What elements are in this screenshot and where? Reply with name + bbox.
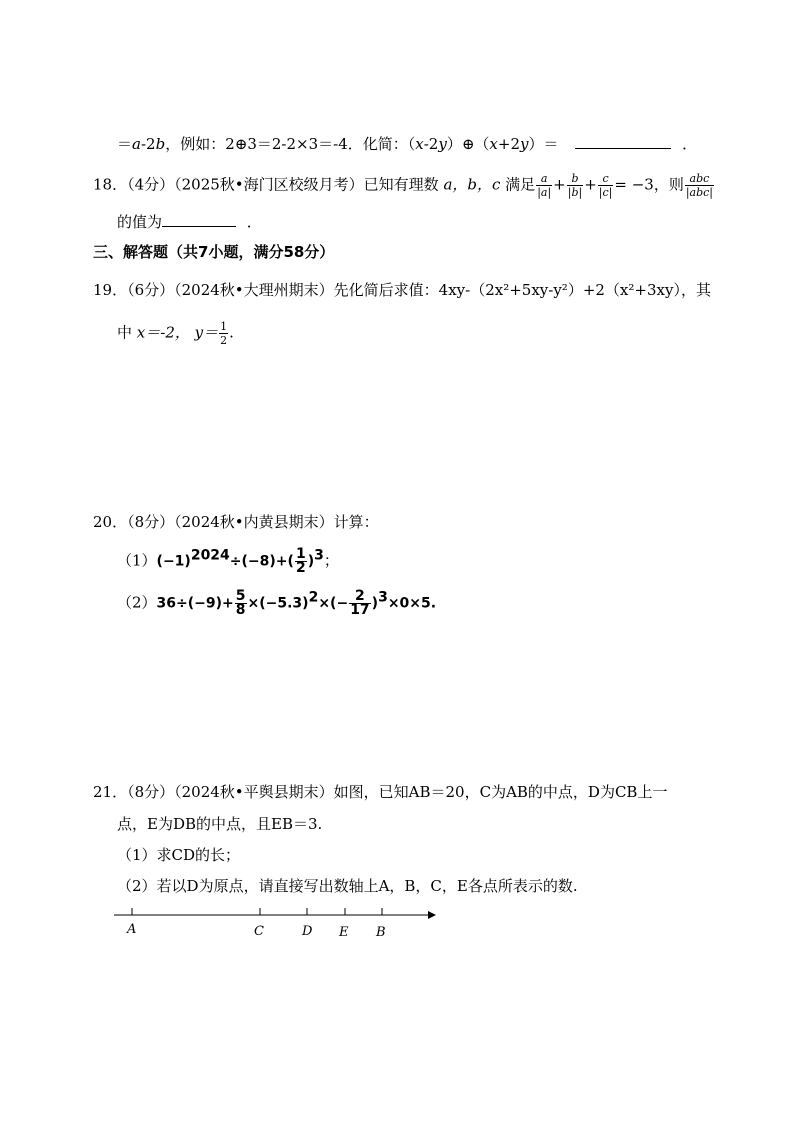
q17-line — [117, 134, 697, 154]
label-d: D — [302, 924, 313, 939]
q17-example: ，例如：2⊕3＝2-2×3＝-4．化简：（ — [165, 135, 416, 153]
q20-p1-c: ) — [307, 553, 315, 570]
q18-line2-text: 的值为 — [117, 213, 163, 231]
q18-plus-1: + — [553, 175, 566, 194]
q19-end: . — [229, 323, 234, 342]
q17-y1: y — [438, 135, 447, 153]
q21-part1: （1）求CD的长； — [117, 846, 241, 864]
q20-p1-label: （1） — [117, 551, 157, 570]
q20-p2-e: ×0×5. — [387, 595, 437, 612]
q20-p2-frac2: $\frac{2}{17}$ — [350, 588, 370, 618]
q18-answer-blank[interactable] — [162, 212, 236, 227]
q17-eq: ）＝ — [528, 135, 559, 153]
q18-line2 — [117, 212, 262, 232]
q20-p1-exp: 2024 — [190, 547, 230, 564]
q21-part2: （2）若以D为原点，请直接写出数轴上A，B，C，E各点所表示的数. — [117, 877, 578, 895]
q17-def-a: a — [132, 135, 141, 153]
q18-frac-abc: $\frac{\text{abc}}{\text{|abc|}}$ — [685, 172, 714, 199]
q21-line1: 21．（8分）（2024秋•平舆县期末）如图，已知AB＝20，C为AB的中点，D为CB上一 — [93, 783, 668, 801]
q18-line1 — [93, 172, 715, 199]
q17-y2: y — [520, 135, 529, 153]
q20-part1 — [117, 548, 339, 575]
number-line-arrow-icon — [428, 911, 436, 919]
q20-p2-exp2: 3 — [378, 589, 388, 606]
q19-number: 19．（6分）（2024秋•大理州期末）先化简后求值： — [93, 281, 439, 299]
q20-p2-a: 36÷(−9)+ — [156, 595, 234, 612]
q20-p2-b: ×(−5.3) — [247, 595, 309, 612]
q20-p2-exp1: 2 — [308, 589, 319, 606]
label-e: E — [339, 925, 349, 940]
q18-end: ． — [246, 213, 262, 231]
q17-answer-blank[interactable] — [575, 134, 671, 149]
q19-expression: 4xy-（2x²+5xy-y²）+2（x²+3xy），其 — [438, 281, 711, 299]
q17-def-b: b — [155, 135, 166, 153]
q19-line1 — [93, 280, 711, 300]
q18-number: 18．（4分）（2025秋•海门区校级月考）已知有理数 — [93, 175, 439, 194]
q19-frac-half: $\frac{1}{2}$ — [220, 320, 228, 347]
q18-frac-a: $\frac{a}{|a|}$ — [537, 172, 552, 199]
q18-frac-b: $\frac{b}{|b|}$ — [567, 172, 583, 199]
q20-part2 — [117, 590, 436, 617]
q17-m1: -2 — [423, 135, 439, 153]
q18-plus-2: + — [584, 175, 597, 194]
q20-p1-a: (−1) — [156, 553, 191, 570]
q21-line2: 点，E为DB的中点，且EB＝3. — [117, 815, 323, 833]
q17-op: ）⊕（ — [446, 135, 490, 153]
q19-cond-x: x＝-2， — [136, 323, 190, 342]
q18-vars: a，b，c — [443, 175, 501, 194]
q17-x2: x — [489, 135, 498, 153]
q17-end: ． — [682, 135, 698, 153]
q20-p1-end: ； — [323, 551, 339, 570]
q18-rhs: = −3，则 — [614, 175, 684, 194]
number-line-figure — [110, 902, 450, 942]
q17-m2: +2 — [497, 135, 520, 153]
q20-p2-c: ×(− — [318, 595, 349, 612]
section-3-title: 三、解答题（共7小题，满分58分） — [93, 243, 335, 261]
q20-p1-b: ÷(−8)+( — [229, 553, 294, 570]
q19-zhong: 中 — [117, 323, 133, 342]
label-a: A — [127, 922, 137, 937]
q20-p1-frac: $\frac{1}{2}$ — [295, 546, 306, 576]
label-b: B — [376, 925, 386, 940]
q20-p2-d: ) — [371, 595, 379, 612]
q19-line2 — [117, 320, 234, 347]
q20-p2-frac1: $\frac{5}{8}$ — [235, 588, 246, 618]
q17-x1: x — [415, 135, 424, 153]
q17-lead: ＝ — [117, 135, 133, 153]
q18-cond: 满足 — [505, 175, 536, 194]
q17-def-mid: -2 — [140, 135, 156, 153]
label-c: C — [254, 924, 264, 939]
q20-p2-label: （2） — [117, 593, 157, 612]
q20-p1-exp2: 3 — [314, 547, 324, 564]
q18-frac-c: $\frac{c}{|c|}$ — [598, 172, 613, 199]
q19-cond-y: y＝ — [194, 323, 219, 342]
q20-line1: 20．（8分）（2024秋•内黄县期末）计算： — [93, 513, 379, 531]
